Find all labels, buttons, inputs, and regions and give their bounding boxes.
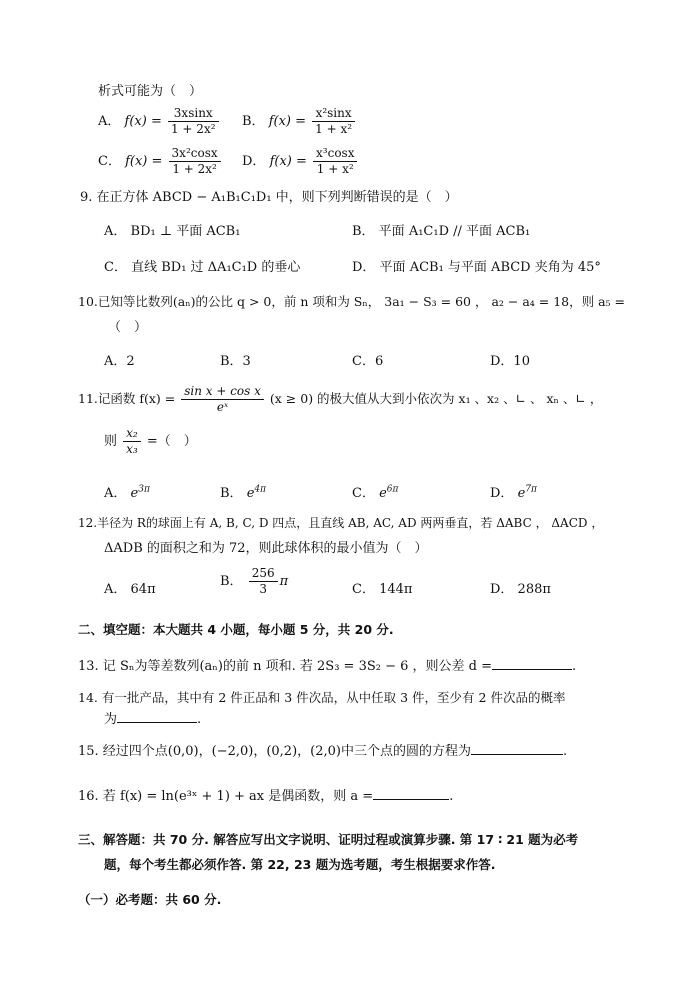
- numerator: x₂: [123, 426, 141, 442]
- q11-ratio-post: =（ ）: [146, 434, 197, 449]
- q9-option-a: A． BD₁ ⊥ 平面 ACB₁: [104, 224, 241, 239]
- fraction: [169, 146, 221, 177]
- q11-option-b: [220, 482, 266, 501]
- fraction: [181, 384, 264, 415]
- section-3-heading-line2: 题，每个考生都必须作答. 第 22, 23 题为选考题，考生根据要求作答.: [104, 857, 496, 872]
- option-base: e: [130, 486, 139, 501]
- option-label: B．: [220, 486, 243, 501]
- q8-intro: 析式可能为（ ）: [98, 84, 203, 99]
- q10-option-b: B．3: [220, 354, 251, 369]
- section-3-heading-line1: 三、解答题：共 70 分. 解答应写出文字说明、证明过程或演算步骤. 第 17 ∶ 21 题为必考: [78, 832, 579, 847]
- option-label: D．: [242, 154, 266, 169]
- option-label: B．: [220, 574, 243, 589]
- fraction: [123, 426, 141, 457]
- q11-stem-pre: 11.记函数 f(x) =: [78, 391, 176, 406]
- denominator: 1 + 2x²: [170, 122, 216, 136]
- q11-ratio-pre: 则: [104, 434, 118, 449]
- function-name: f(x) =: [268, 114, 307, 129]
- q8-option-a: [98, 106, 221, 137]
- q15: [78, 740, 567, 759]
- q10-option-c: C．6: [352, 354, 384, 369]
- option-label: C．: [352, 486, 375, 501]
- numerator: sin x + cos x: [181, 384, 264, 400]
- option-label: D．: [490, 486, 514, 501]
- function-name: f(x) =: [124, 114, 162, 129]
- option-exponent: 3π: [138, 484, 150, 495]
- q14-line1: 14. 有一批产品，其中有 2 件正品和 3 件次品，从中任取 3 件，至少有 2 件次品的概率: [78, 690, 566, 705]
- q15-text: 15. 经过四个点(0,0)，(−2,0)，(0,2)，(2,0)中三个点的圆的方程为: [78, 744, 471, 759]
- q14-end: .: [197, 712, 202, 727]
- q10-stem: 10.已知等比数列(aₙ)的公比 q > 0，前 n 项和为 Sₙ， 3a₁ − S₃ = 60 ， a₂ − a₄ = 18，则 a₅ =: [78, 294, 625, 309]
- q11-option-d: [490, 482, 537, 501]
- q16-text: 16. 若 f(x) = ln(e³ˣ + 1) + ax 是偶函数，则 a =: [78, 789, 374, 804]
- q10-option-a: A．2: [104, 354, 135, 369]
- option-label: A．: [104, 486, 127, 501]
- q14-line2-text: 为: [104, 712, 118, 727]
- q12-option-a: A． 64π: [104, 582, 156, 597]
- q12-option-c: C． 144π: [352, 582, 413, 597]
- function-name: f(x) =: [125, 154, 163, 169]
- q12-stem-line1: 12.半径为 R的球面上有 A, B, C, D 四点，且直线 AB, AC, AD 两两垂直，若 ΔABC ， ΔACD ，: [78, 516, 604, 530]
- q11-stem: [78, 384, 602, 415]
- q15-end: .: [562, 744, 568, 759]
- q10-option-d: D．10: [490, 354, 530, 369]
- q16: [78, 785, 453, 804]
- q13-end: .: [572, 659, 577, 674]
- q16-end: .: [449, 789, 454, 804]
- q11-option-c: [352, 482, 398, 501]
- numerator: x³cosx: [313, 146, 357, 162]
- q11-stem-post: (x ≥ 0) 的极大值从大到小依次为 x₁ 、x₂ 、∟ 、 xₙ 、∟ ，: [269, 391, 603, 406]
- q10-paren: （ ）: [108, 320, 148, 335]
- section-3-subheading: （一）必考题：共 60 分.: [78, 892, 222, 907]
- denominator: 1 + x²: [315, 122, 353, 136]
- pi-symbol: π: [279, 574, 289, 589]
- denominator: x₃: [126, 442, 138, 456]
- option-base: e: [246, 486, 255, 501]
- option-label: A．: [98, 114, 121, 129]
- numerator: 256: [249, 566, 278, 582]
- option-base: e: [517, 486, 526, 501]
- option-exponent: 7π: [525, 484, 537, 495]
- option-base: e: [379, 486, 387, 501]
- q12-stem-line2: ΔADB 的面积之和为 72，则此球体积的最小值为（ ）: [104, 541, 428, 556]
- answer-blank[interactable]: [373, 787, 449, 800]
- q8-option-c: [98, 146, 223, 177]
- q11-ratio: [104, 426, 197, 457]
- q12-option-b: [220, 566, 288, 597]
- fraction: [313, 146, 357, 177]
- fraction: [312, 106, 355, 137]
- q14-line2: [104, 708, 201, 727]
- option-exponent: 4π: [254, 484, 267, 495]
- numerator: 3xsinx: [168, 106, 219, 122]
- q9-stem: 9. 在正方体 ABCD − A₁B₁C₁D₁ 中，则下列判断错误的是（ ）: [80, 190, 458, 205]
- q8-option-b: [242, 106, 357, 137]
- fraction: [249, 566, 278, 597]
- option-label: C．: [98, 154, 121, 169]
- denominator: eˣ: [216, 400, 229, 414]
- numerator: x²sinx: [312, 106, 355, 122]
- option-exponent: 6π: [386, 484, 399, 495]
- fraction: [168, 106, 219, 137]
- q9-option-b: B． 平面 A₁C₁D // 平面 ACB₁: [352, 224, 531, 239]
- q9-option-d: D． 平面 ACB₁ 与平面 ABCD 夹角为 45°: [352, 260, 601, 275]
- answer-blank[interactable]: [492, 657, 572, 670]
- q13: [78, 655, 576, 674]
- function-name: f(x) =: [269, 154, 307, 169]
- answer-blank[interactable]: [471, 742, 563, 755]
- q8-option-d: [242, 146, 359, 177]
- option-label: B．: [242, 114, 265, 129]
- answer-blank[interactable]: [117, 710, 197, 723]
- denominator: 3: [259, 582, 267, 596]
- section-2-heading: 二、填空题：本大题共 4 小题，每小题 5 分，共 20 分.: [78, 622, 394, 637]
- q11-option-a: [104, 482, 150, 501]
- q13-text: 13. 记 Sₙ为等差数列(aₙ)的前 n 项和. 若 2S₃ = 3S₂ − 6 ，则公差 d =: [78, 659, 492, 674]
- denominator: 1 + x²: [316, 162, 354, 176]
- denominator: 1 + 2x²: [172, 162, 217, 176]
- q9-option-c: C． 直线 BD₁ 过 ΔA₁C₁D 的垂心: [104, 260, 301, 275]
- numerator: 3x²cosx: [169, 146, 221, 162]
- q12-option-d: D． 288π: [490, 582, 551, 597]
